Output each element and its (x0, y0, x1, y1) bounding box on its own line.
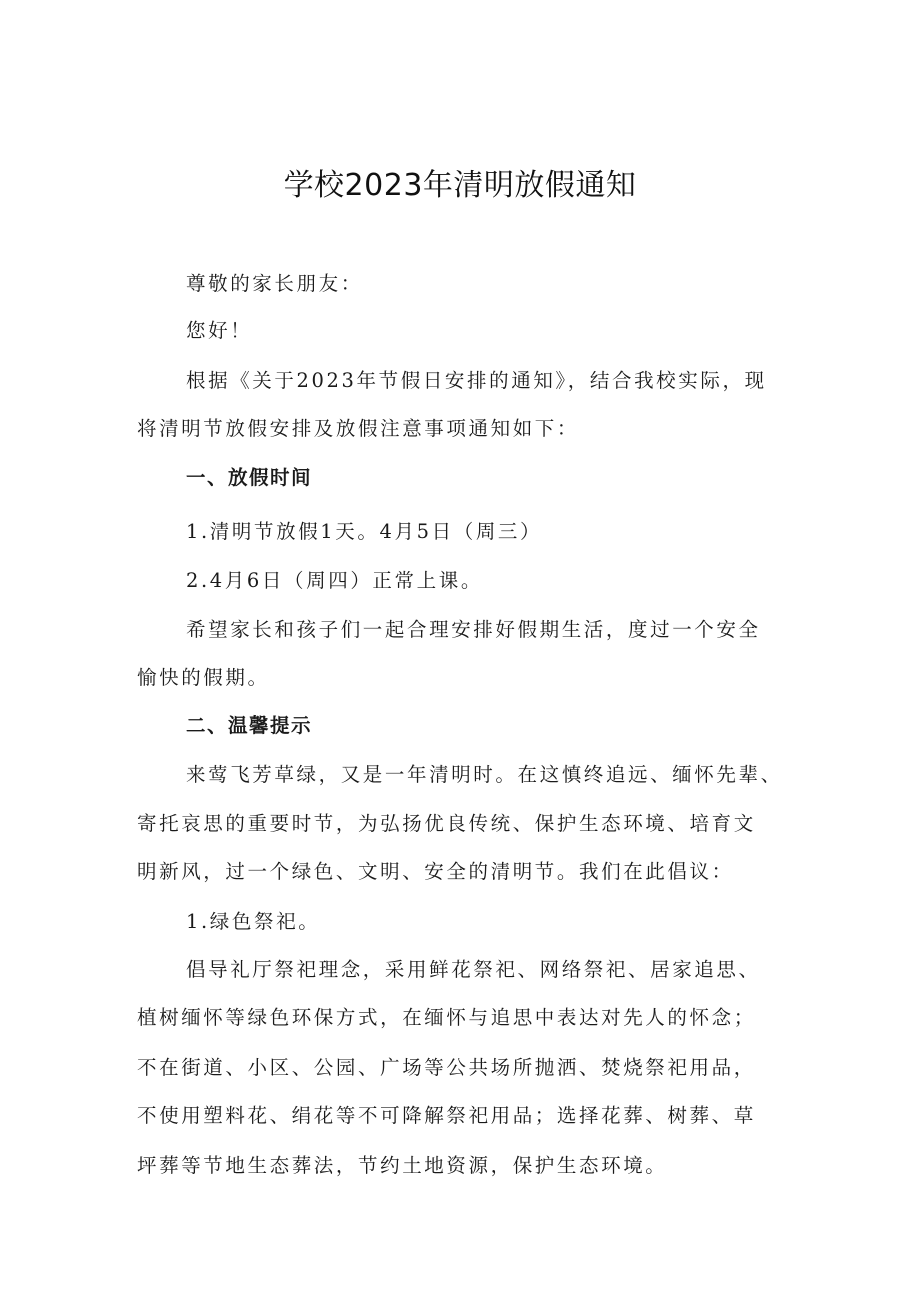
intro-line-2: 将清明节放假安排及放假注意事项通知如下： (137, 417, 580, 440)
tip-item-1-line-2: 植树缅怀等绿色环保方式，在缅怀与追思中表达对先人的怀念； (137, 1006, 756, 1029)
tips-paragraph-line-1: 来莺飞芳草绿，又是一年清明时。在这慎终追远、缅怀先辈、 (186, 763, 783, 786)
greeting: 您好！ (186, 319, 253, 342)
tip-item-1-line-4: 不使用塑料花、绢花等不可降解祭祀用品；选择花葬、树葬、草 (137, 1104, 756, 1127)
section-heading-tips: 二、温馨提示 (186, 714, 313, 737)
tip-item-1-line-3: 不在街道、小区、公园、广场等公共场所抛洒、焚烧祭祀用品， (137, 1056, 756, 1079)
tip-item-1-line-5: 坪葬等节地生态葬法，节约土地资源，保护生态环境。 (137, 1154, 668, 1177)
tip-item-1-heading: 1.绿色祭祀。 (186, 910, 321, 933)
wish-line-2: 愉快的假期。 (137, 666, 270, 689)
document-title: 学校2023年清明放假通知 (283, 168, 637, 203)
wish-line-1: 希望家长和孩子们一起合理安排好假期生活，度过一个安全 (186, 618, 761, 641)
intro-line-1: 根据《关于2023年节假日安排的通知》，结合我校实际，现 (186, 369, 767, 392)
tips-paragraph-line-2: 寄托哀思的重要时节，为弘扬优良传统、保护生态环境、培育文 (137, 812, 756, 835)
holiday-item-2: 2.4月6日（周四）正常上课。 (186, 569, 483, 592)
holiday-item-1: 1.清明节放假1天。4月5日（周三） (186, 520, 543, 543)
section-heading-holiday-time: 一、放假时间 (186, 466, 313, 489)
tip-item-1-line-1: 倡导礼厅祭祀理念，采用鲜花祭祀、网络祭祀、居家追思、 (186, 958, 761, 981)
salutation: 尊敬的家长朋友： (186, 272, 363, 295)
tips-paragraph-line-3: 明新风，过一个绿色、文明、安全的清明节。我们在此倡议： (137, 860, 734, 883)
